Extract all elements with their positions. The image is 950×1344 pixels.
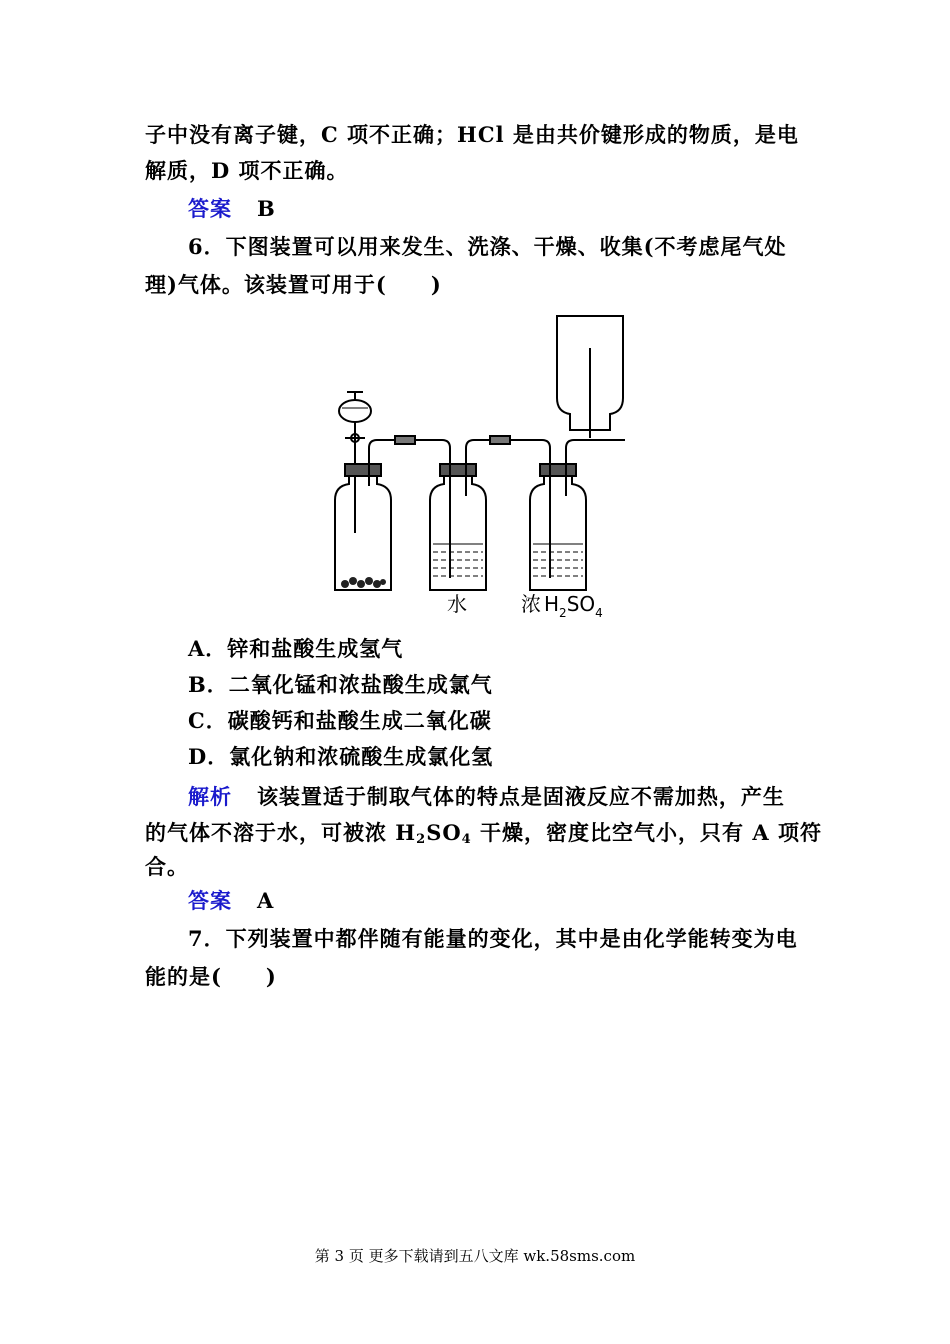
acid-bottle xyxy=(530,476,586,590)
answer-label: 答案 xyxy=(188,888,232,913)
q6-answer xyxy=(188,886,274,916)
analysis-line-3: 合。 xyxy=(145,854,189,879)
option-b: B．二氧化锰和浓盐酸生成氯气 xyxy=(188,672,493,697)
q7-stem-line-2: 能的是( ) xyxy=(145,964,277,989)
analysis-text-1: 该装置适于制取气体的特点是固液反应不需加热，产生 xyxy=(256,784,785,809)
separatory-funnel xyxy=(339,400,371,422)
prev-answer xyxy=(188,194,276,224)
answer-value: B xyxy=(256,196,276,221)
water-bottle xyxy=(430,476,486,590)
analysis-label: 解析 xyxy=(188,784,232,809)
q7-stem-line-1: 7．下列装置中都伴随有能量的变化，其中是由化学能转变为电 xyxy=(188,926,798,951)
analysis-line-1 xyxy=(188,782,785,812)
prev-line-2: 解质，D 项不正确。 xyxy=(145,158,349,183)
gas-apparatus-figure xyxy=(325,308,625,624)
answer-value: A xyxy=(256,888,275,913)
generator-bottle xyxy=(335,476,391,590)
option-c: C．碳酸钙和盐酸生成二氧化碳 xyxy=(188,708,492,733)
label-acid: 浓 $H_2SO_4$ xyxy=(521,592,603,620)
prev-line-1: 子中没有离子键，C 项不正确；HCl 是由共价键形成的物质，是电 xyxy=(145,122,799,147)
q6-stem-line-2: 理)气体。该装置可用于( ) xyxy=(145,272,442,297)
label-water: 水 xyxy=(447,592,467,616)
analysis-line-2: 的气体不溶于水，可被浓 $H_2SO_4$ 干燥，密度比空气小，只有 A 项符 xyxy=(145,820,822,847)
option-a: A．锌和盐酸生成氢气 xyxy=(188,636,404,661)
q6-stem-line-1: 6．下图装置可以用来发生、洗涤、干燥、收集(不考虑尾气处 xyxy=(188,234,787,259)
option-d: D．氯化钠和浓硫酸生成氯化氢 xyxy=(188,744,494,769)
answer-label: 答案 xyxy=(188,196,232,221)
page-footer: 第 3 页 更多下载请到五八文库 wk.58sms.com xyxy=(314,1247,636,1265)
